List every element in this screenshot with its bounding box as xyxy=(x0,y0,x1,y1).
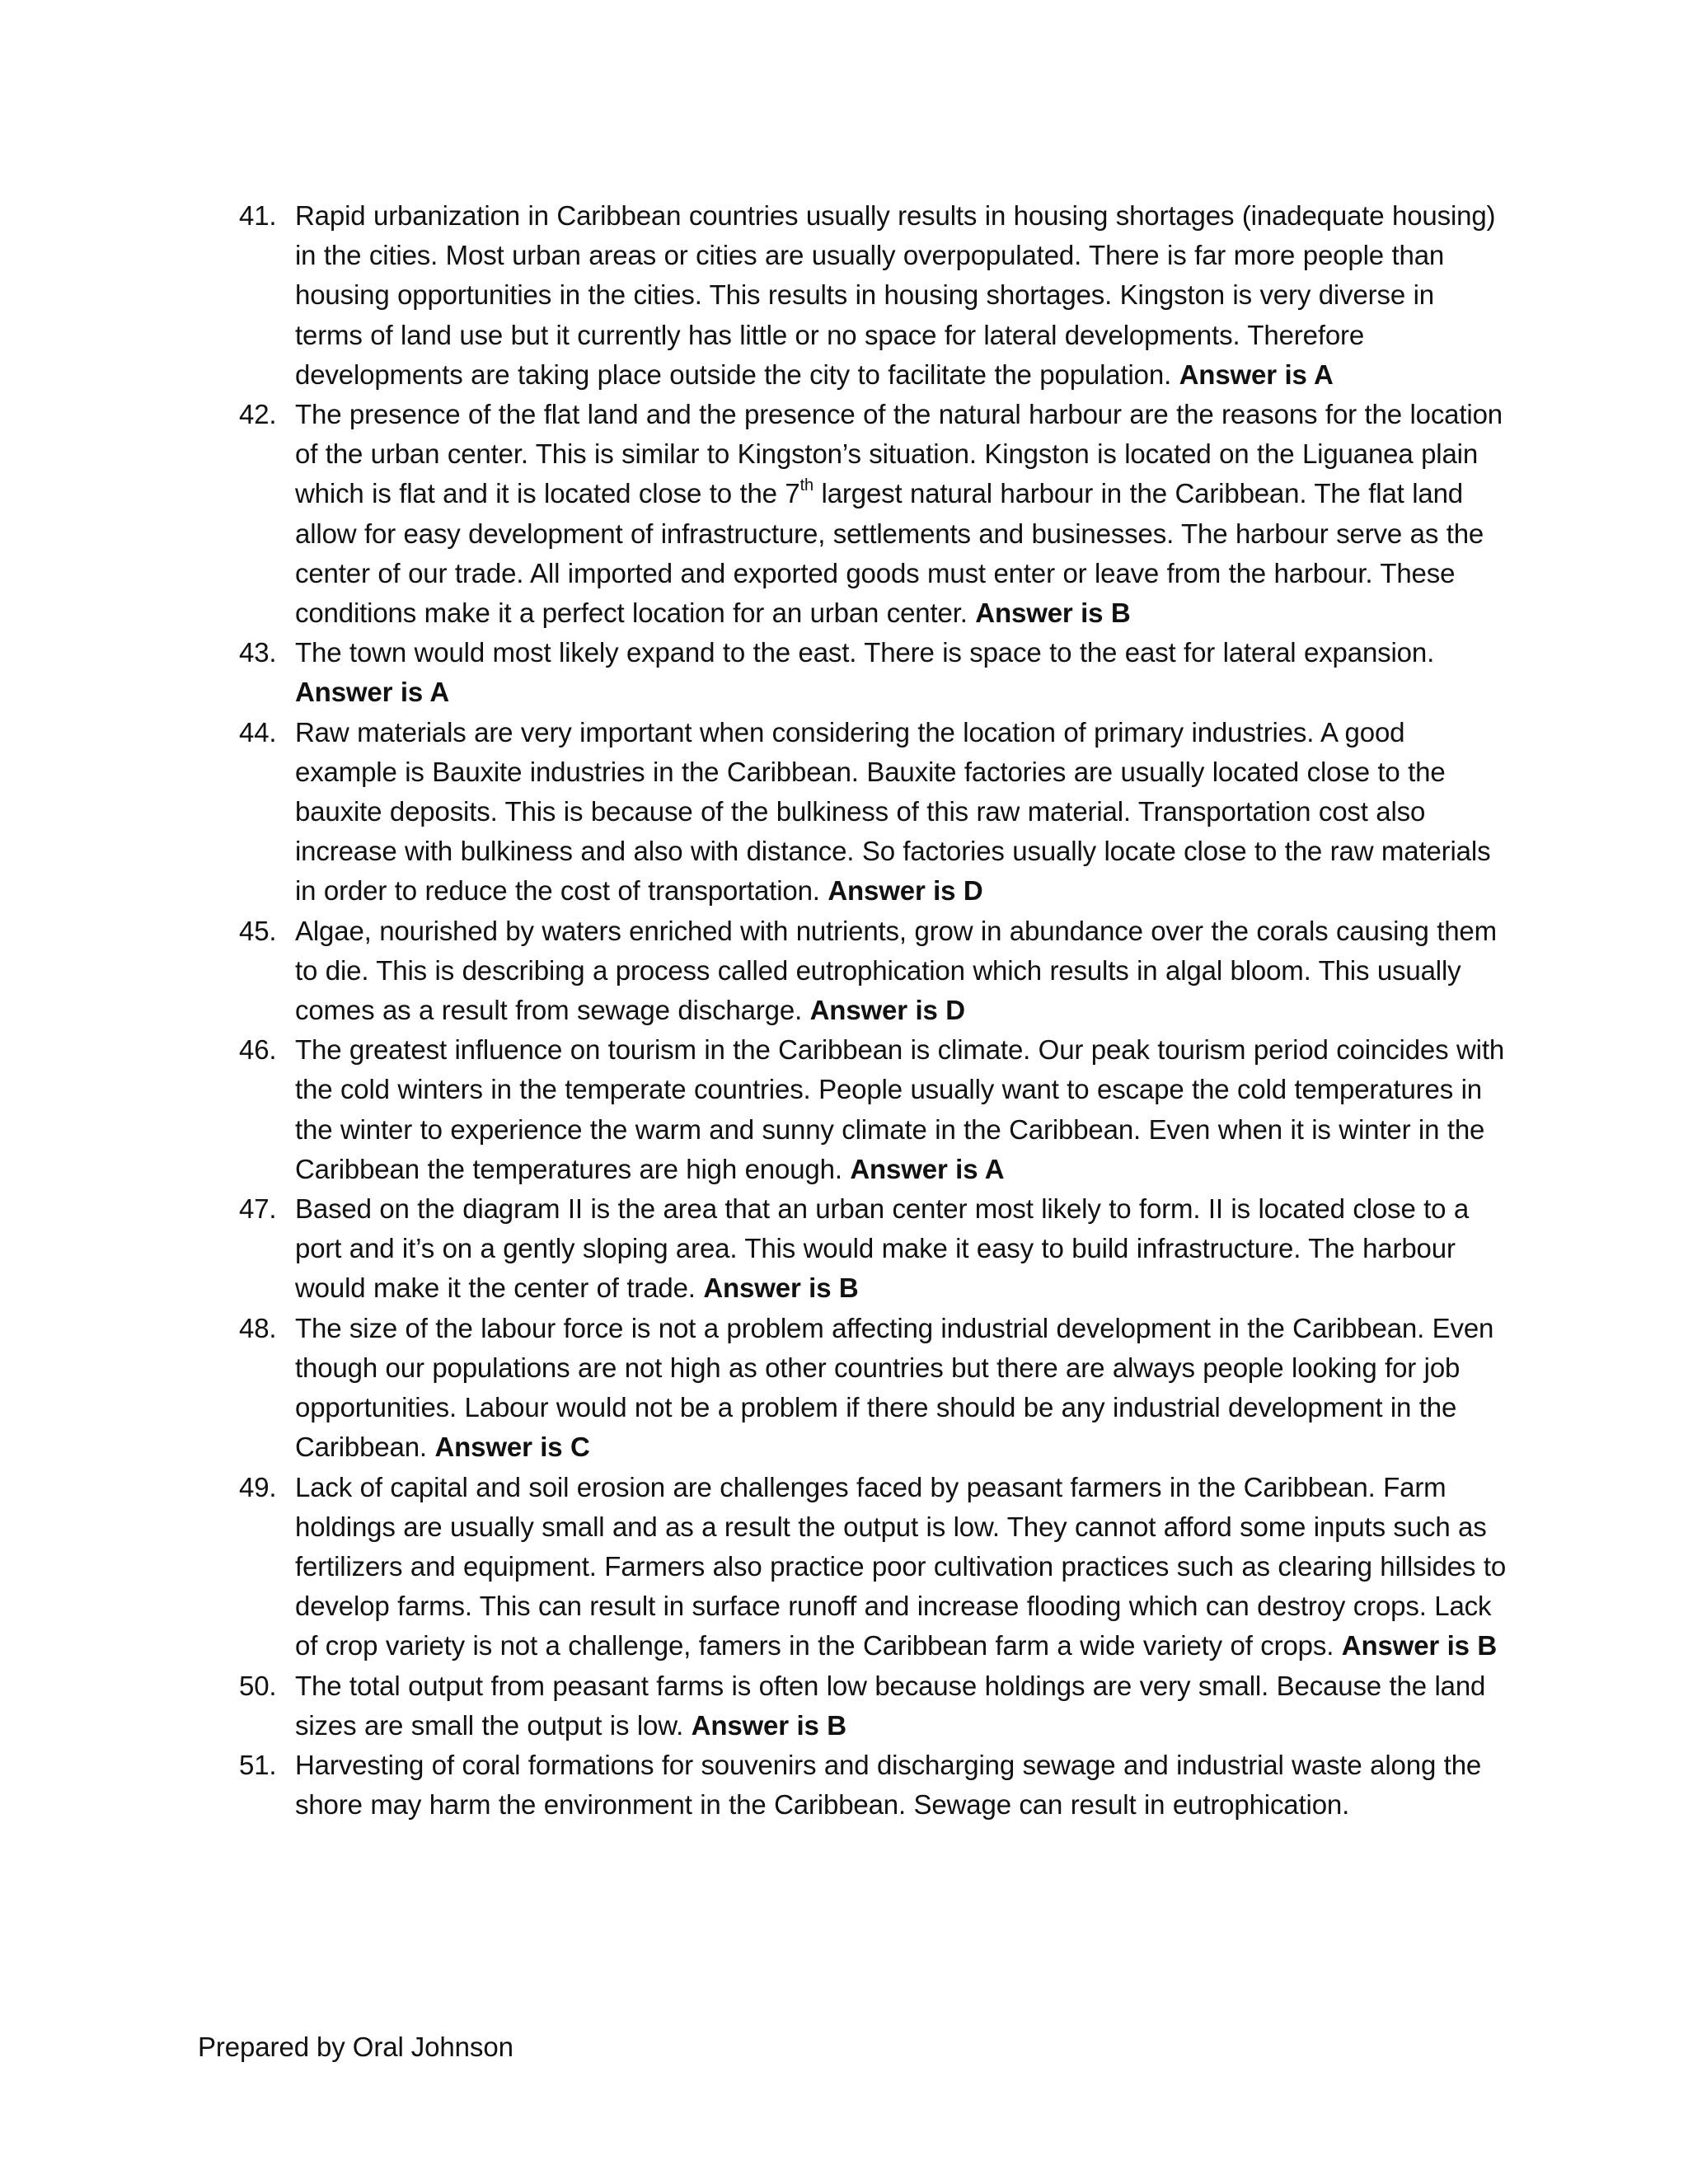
list-item-49 xyxy=(239,1468,1508,1666)
answer-label: Answer is B xyxy=(1341,1630,1498,1661)
answer-list xyxy=(239,196,1508,1825)
answer-label: Answer is C xyxy=(434,1432,590,1463)
answer-label: Answer is B xyxy=(691,1709,846,1741)
list-item-45 xyxy=(239,912,1508,1031)
item-text: Harvesting of coral formations for souvenirs and discharging sewage and industrial waste along the shore may harm the environment in the Caribbean. Sewage can result in eutrophication. xyxy=(295,1749,1482,1821)
item-text: The total output from peasant farms is often low because holdings are very small. Because the land sizes are small the output is low. xyxy=(295,1670,1486,1741)
item-number: 43. xyxy=(239,637,277,668)
list-item-42 xyxy=(239,395,1508,633)
answer-label: Answer is A xyxy=(295,677,450,708)
answer-label: Answer is B xyxy=(975,598,1131,629)
item-number: 50. xyxy=(239,1670,277,1701)
item-text: Algae, nourished by waters enriched with nutrients, grow in abundance over the corals causing them to die. This is describing a process called eutrophication which results in algal bloom. This usually comes as a result from sewage discharge. xyxy=(295,915,1497,1026)
item-text: Based on the diagram II is the area that an urban center most likely to form. II is located close to a port and it’s on a gently sloping area. This would make it easy to build infrastructure. The harbour would make it the center of trade. xyxy=(295,1193,1470,1304)
list-item-43 xyxy=(239,633,1508,712)
item-text: Raw materials are very important when considering the location of primary industries. A good example is Bauxite industries in the Caribbean. Bauxite factories are usually located close to the bauxite deposits. This is because of the bulkiness of this raw material. Transportation cost also increase with bulkiness and also with distance. So factories usually locate close to the raw materials in order to reduce the cost of transportation. xyxy=(295,716,1491,907)
item-text: Rapid urbanization in Caribbean countries usually results in housing shortages (inadequate housing) in the cities. Most urban areas or cities are usually overpopulated. There is far more people than housing opportunities in the cities. This results in housing shortages. Kingston is very diverse in terms of land use but it currently has little or no space for lateral developments. Therefore developments are taking place outside the city to facilitate the population. xyxy=(295,200,1496,390)
item-number: 46. xyxy=(239,1034,277,1066)
list-item-46 xyxy=(239,1030,1508,1189)
item-number: 49. xyxy=(239,1471,277,1502)
item-number: 41. xyxy=(239,200,277,231)
item-number: 45. xyxy=(239,915,277,946)
item-number: 47. xyxy=(239,1193,277,1225)
answer-label: Answer is D xyxy=(828,875,983,907)
page-footer: Prepared by Oral Johnson xyxy=(198,2032,513,2062)
item-number: 42. xyxy=(239,399,277,430)
item-text: The town would most likely expand to the east. There is space to the east for lateral expansion. xyxy=(295,637,1435,668)
answer-label: Answer is A xyxy=(850,1153,1005,1184)
answer-label: Answer is A xyxy=(1179,359,1334,390)
list-item-44 xyxy=(239,713,1508,912)
answer-label: Answer is B xyxy=(703,1272,859,1304)
list-item-47 xyxy=(239,1189,1508,1309)
item-number: 48. xyxy=(239,1312,277,1343)
item-text: The greatest influence on tourism in the Caribbean is climate. Our peak tourism period coincides with the cold winters in the temperate countries. People usually want to escape the cold temperatures in the winter to experience the warm and sunny climate in the Caribbean. Even when it is winter in the Caribbean the temperatures are high enough. xyxy=(295,1034,1505,1184)
list-item-48 xyxy=(239,1309,1508,1468)
list-item-51 xyxy=(239,1746,1508,1825)
list-item-50 xyxy=(239,1666,1508,1746)
item-text: Lack of capital and soil erosion are challenges faced by peasant farmers in the Caribbean. Farm holdings are usually small and as a result the output is low. They cannot afford some inputs such as fertilizers and equipment. Farmers also practice poor cultivation practices such as clearing hillsides to develop farms. This can result in surface runoff and increase flooding which can destroy crops. Lack of crop variety is not a challenge, famers in the Caribbean farm a wide variety of crops. xyxy=(295,1471,1507,1661)
item-text-continued: largest natural harbour in the Caribbean. The flat land allow for easy development of infrastructure, settlements and businesses. The harbour serve as the center of our trade. All imported and exported goods must enter or leave from the harbour. These conditions make it a perfect location for an urban center. xyxy=(295,478,1484,629)
item-number: 44. xyxy=(239,716,277,748)
item-number: 51. xyxy=(239,1749,277,1780)
list-item-41 xyxy=(239,196,1508,395)
item-text: The presence of the flat land and the presence of the natural harbour are the reasons for the location of the urban center. This is similar to Kingston’s situation. Kingston is located on the Liguanea plain which is flat and it is located close to the 7 xyxy=(295,399,1503,509)
answer-label: Answer is D xyxy=(809,995,965,1026)
item-text: The size of the labour force is not a problem affecting industrial development in the Caribbean. Even though our populations are not high as other countries but there are always people looking for job opportunities. Labour would not be a problem if there should be any industrial development in the Caribbean. xyxy=(295,1312,1494,1463)
ordinal-superscript: th xyxy=(799,476,814,495)
